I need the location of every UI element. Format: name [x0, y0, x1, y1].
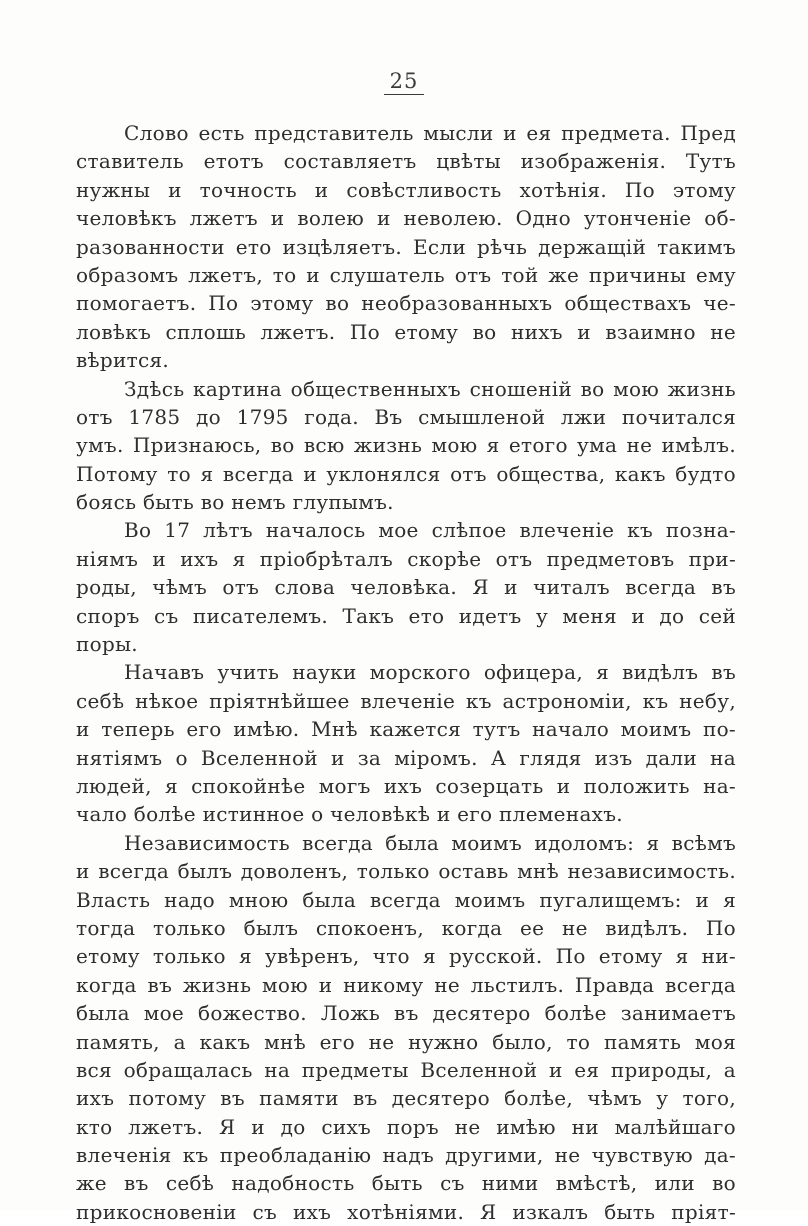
text-line: Во 17 лѣтъ началось мое слѣпое влеченіе къ позна-: [124, 518, 736, 543]
text-line: Здѣсь картина общественныхъ сношеній во мою жизнь: [124, 376, 736, 401]
text-line: умъ. Признаюсь, во всю жизнь мою я етого ума не имѣлъ.: [76, 433, 736, 458]
text-line: Независимость всегда была моимъ идоломъ: я всѣмъ: [124, 830, 736, 855]
text-line: людей, я спокойнѣе могъ ихъ созерцать и положить на-: [76, 773, 736, 798]
text-line: помогаетъ. По этому во необразованныхъ обществахъ че-: [76, 291, 736, 316]
text-line: тогда только былъ спокоенъ, когда ее не видѣлъ. По: [76, 915, 736, 940]
text-line: нятіямъ о Вселенной и за міромъ. А глядя изъ дали на: [76, 745, 736, 770]
text-line: же въ себѣ надобность быть съ ними вмѣстѣ, или во: [76, 1171, 736, 1196]
paragraph: [76, 658, 736, 828]
text-line: ихъ потому въ памяти въ десятеро болѣе, чѣмъ у того,: [76, 1086, 736, 1111]
text-line: Потому то я всегда и уклонялся отъ общества, какъ будто: [76, 461, 736, 486]
text-line: человѣкъ лжетъ и волею и неволею. Одно утонченіе об-: [76, 206, 736, 231]
paragraph: [76, 516, 736, 658]
text-line: Слово есть представитель мысли и ея предмета. Пред: [124, 121, 736, 145]
text-line: ловѣкъ сплошь лжетъ. По етому во нихъ и взаимно не: [76, 319, 736, 344]
text-line: влеченія къ преобладанію надъ другими, не чувствую да-: [76, 1143, 736, 1168]
paragraph: [76, 119, 736, 375]
text-line: образомъ лжетъ, то и слушатель отъ той же причины ему: [76, 262, 736, 287]
text-line: боясь быть во немъ глупымъ.: [76, 490, 394, 515]
text-line: ніямъ и ихъ я пріобрѣталъ скорѣе отъ предметовъ при-: [76, 546, 736, 571]
text-line: память, а какъ мнѣ его не нужно было, то память моя: [76, 1029, 736, 1054]
text-line: была мое божество. Ложь въ десятеро болѣе занимаетъ: [76, 1001, 736, 1026]
text-line: Власть надо мною была всегда моимъ пугалищемъ: и я: [76, 887, 736, 912]
text-line: себѣ нѣкое пріятнѣйшее влеченіе къ астрономіи, къ небу,: [76, 688, 736, 713]
text-line: кто лжетъ. Я и до сихъ поръ не имѣю ни малѣйшаго: [76, 1114, 736, 1139]
text-line: роды, чѣмъ отъ слова человѣка. Я и читалъ всегда въ: [76, 575, 736, 600]
body-text: [76, 119, 736, 1226]
text-line: чало болѣе истинное о человѣкѣ и его племенахъ.: [76, 802, 623, 827]
text-line: прикосновеніи съ ихъ хотѣніями. Я изкалъ быть пріят-: [76, 1199, 736, 1224]
text-line: Начавъ учить науки морского офицера, я видѣлъ въ: [124, 660, 736, 685]
paragraph: [76, 829, 736, 1226]
text-line: споръ съ писателемъ. Такъ ето идетъ у меня и до сей: [76, 603, 736, 628]
page-number-text: 25: [384, 68, 425, 95]
text-line: разованности ето изцѣляетъ. Если рѣчь держащій такимъ: [76, 234, 736, 259]
text-line: вся обращалась на предметы Вселенной и ея природы, а: [76, 1057, 736, 1082]
text-line: поры.: [76, 632, 138, 657]
text-line: отъ 1785 до 1795 года. Въ смышленой лжи почитался: [76, 404, 736, 429]
paragraph: [76, 375, 736, 517]
text-line: ставитель етотъ составляетъ цвѣты изображенія. Тутъ: [76, 149, 736, 174]
page-number: [0, 68, 808, 95]
text-line: когда въ жизнь мою и никому не льстилъ. Правда всегда: [76, 972, 736, 997]
text-line: нужны и точность и совѣстливость хотѣнія. По этому: [76, 177, 736, 202]
text-line: и теперь его имѣю. Мнѣ кажется тутъ начало моимъ по-: [76, 717, 736, 742]
text-line: етому только я увѣренъ, что я русской. По етому я ни-: [76, 944, 736, 969]
text-line: и всегда былъ доволенъ, только оставь мнѣ независимость.: [76, 859, 736, 884]
text-line: вѣрится.: [76, 348, 170, 373]
